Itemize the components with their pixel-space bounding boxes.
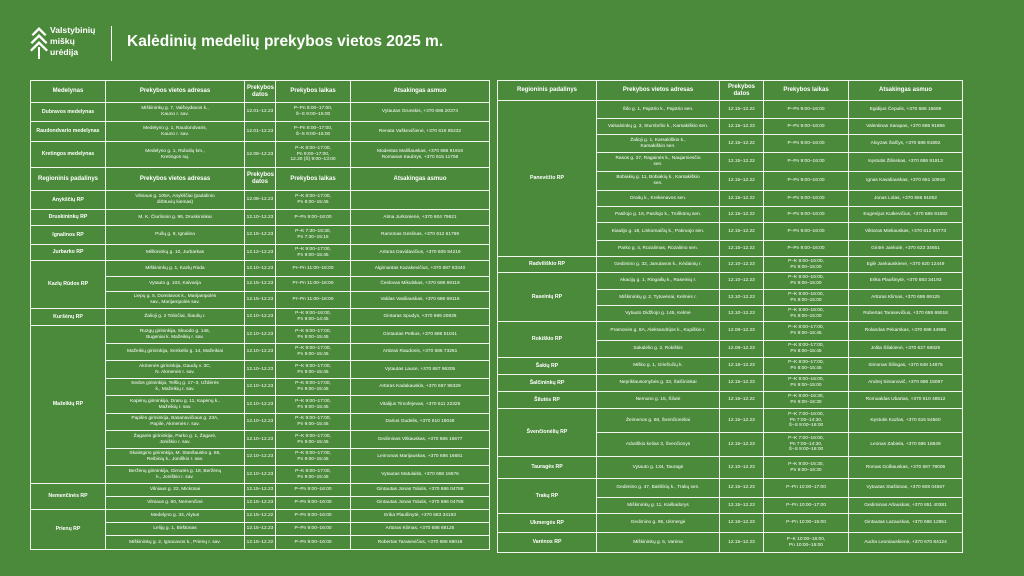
address-cell: Miškininkų g. 2, Tytuvėnai, Kelmės r. xyxy=(597,290,720,306)
hours-cell: P–K 7:00–16:00, Pn 7:00–14:30, Š–S 9:00–16:00 xyxy=(764,433,849,457)
contact-cell: Ignas Kavaliauskas, +370 651 10919 xyxy=(849,172,963,191)
address-cell: Pasilojo g. 16, Pasilojo k., Troškūnų sen. xyxy=(597,207,720,223)
column-header: Prekybos datos xyxy=(245,81,276,103)
contact-cell: Robertas Tarasevičius, +370 686 69018 xyxy=(849,306,963,322)
dates-cell: 12.10–12.23 xyxy=(245,431,276,449)
hours-cell: P–K 9:00–17:00, Pn 9:00–15:45 xyxy=(276,431,351,449)
unit-name-cell: Nemenčinės RP xyxy=(31,484,106,510)
contact-cell: Artūras Raudonis, +370 686 73261 xyxy=(351,344,490,361)
unit-name-cell: Ukmergės RP xyxy=(498,514,597,533)
hours-cell: P–K 9:00–17:00, Pn 9:00–15:45 xyxy=(276,379,351,396)
dates-cell: 12.10–12.23 xyxy=(245,309,276,326)
unit-name-cell: Druskininkų RP xyxy=(31,210,106,226)
contact-cell: Valdas Vasiliauskas, +370 686 69116 xyxy=(351,292,490,309)
contact-cell: Erika Plaušinytė, +370 683 34193 xyxy=(351,510,490,523)
address-cell: Mažeikių girininkija, Senkelio g. 14, Mažeikiai xyxy=(106,344,245,361)
logo-line: urėdija xyxy=(50,47,79,57)
contact-cell: Leimonas Marijauskas, +370 686 16681 xyxy=(351,449,490,466)
hours-cell: P–Pn 10:00–17:00 xyxy=(764,498,849,514)
address-cell: Vilniaus g. 22, Mickūnai xyxy=(106,484,245,497)
contact-cell: Andrej Simanovič, +370 686 15097 xyxy=(849,375,963,392)
address-cell: Akmenės girininkija, Gaudų v. 3C, N. Akmenės r. sav. xyxy=(106,361,245,379)
unit-name-cell: Šakių RP xyxy=(498,358,597,375)
hours-cell: P–K 9:00–16:00, Pn 9:00–14:45 xyxy=(276,309,351,326)
contact-cell: Eugenijus Kutkevičius, +370 686 91882 xyxy=(849,207,963,223)
dates-cell: 12.15–12.22 xyxy=(720,223,764,241)
hours-cell: P–Pn 9:00–16:00 xyxy=(764,191,849,207)
table-row xyxy=(498,257,963,273)
unit-name-cell: Jurbarko RP xyxy=(31,245,106,261)
hours-cell: P–K 9:00–17:00, Pn 9:00–15:45 xyxy=(276,344,351,361)
hours-cell: P–Pn 9:00–16:00 xyxy=(764,241,849,257)
address-cell: Miškininkų g. 7, Vaišvydavos k., Kauno r. sav. xyxy=(106,103,245,122)
column-header: Atsakingas asmuo xyxy=(351,81,490,103)
contact-cell: Jonas Lolas, +370 686 91852 xyxy=(849,191,963,207)
hours-cell: Pr–Pn 11:00–16:00 xyxy=(276,277,351,292)
contact-cell: Artūras Kadakauskis, +370 687 96329 xyxy=(351,379,490,396)
dates-cell: 12.15–12.23 xyxy=(720,433,764,457)
hours-cell: P–K 9:00–16:00, Pn 9:00–15:00 xyxy=(764,375,849,392)
address-cell: Gedimino g. 47, Balrilikių k., Trakų sen. xyxy=(597,479,720,498)
table-row xyxy=(31,510,490,523)
contact-cell: Česlovas Mikulskas, +370 686 69119 xyxy=(351,277,490,292)
unit-name-cell: Šilutės RP xyxy=(498,392,597,409)
address-cell: Miškininkų g. 10, Jurbarkas xyxy=(106,245,245,261)
table-row xyxy=(498,101,963,119)
header-divider xyxy=(111,26,112,61)
header-row xyxy=(498,81,963,101)
dates-cell: 12.10–12.23 xyxy=(245,361,276,379)
address-cell: Vytauto Didžiojo g. 145, Kelmė xyxy=(597,306,720,322)
contact-cell: Rolandas Pekarskas, +370 698 44985 xyxy=(849,322,963,341)
contact-cell: Gediminas Vitkauskas, +370 686 16677 xyxy=(351,431,490,449)
unit-name-cell: Varėnos RP xyxy=(498,533,597,553)
column-header: Regioninis padalinys xyxy=(31,168,106,191)
dates-cell: 12.10–12.23 xyxy=(245,344,276,361)
column-header: Prekybos datos xyxy=(720,81,764,101)
table-row xyxy=(498,514,963,533)
address-cell: Nepriklausomybės g. 33, Šalčininkai xyxy=(597,375,720,392)
dates-cell: 12.15–12.23 xyxy=(245,292,276,309)
column-header: Prekybos laikas xyxy=(276,168,351,191)
contact-cell: Vitalijus Timofejevas, +370 611 22325 xyxy=(351,396,490,414)
table-row xyxy=(498,479,963,498)
contact-cell: Vytautas Matulaitis, +370 686 16676 xyxy=(351,466,490,484)
dates-cell: 12.15–12.23 xyxy=(245,277,276,292)
contact-cell xyxy=(351,191,490,210)
contact-cell: Artūras Klimas, +370 686 69125 xyxy=(351,523,490,536)
dates-cell: 12.16–12.23 xyxy=(720,514,764,533)
address-cell: Vytauto g. 134, Tauragė xyxy=(597,457,720,479)
dates-cell: 12.12–12.23 xyxy=(245,245,276,261)
table-row xyxy=(498,392,963,409)
contact-cell: Renata Vaškevičienė, +370 616 85232 xyxy=(351,122,490,142)
table-row xyxy=(498,409,963,433)
hours-cell: P–K 9:00–16:00, Pn 9:00–15:00 xyxy=(764,273,849,290)
hours-cell: P–Pn 9:00–16:00 xyxy=(276,484,351,497)
dates-cell: 12.01–12.23 xyxy=(245,122,276,142)
column-header: Prekybos laikas xyxy=(276,81,351,103)
column-header: Prekybos vietos adresas xyxy=(106,81,245,103)
dates-cell: 12.15–12.23 xyxy=(245,484,276,497)
table-row xyxy=(31,245,490,261)
address-cell: Papilės girininkija, Basanavičiaus g. 23A, Papilė, Akmenės r. sav. xyxy=(106,414,245,431)
unit-name-cell: Ignalinos RP xyxy=(31,226,106,245)
table-row xyxy=(498,375,963,392)
unit-name-cell: Rokiškio RP xyxy=(498,322,597,358)
contact-cell: Vytautas Grunskis, +370 686 20374 xyxy=(351,103,490,122)
hours-cell: P–Pn 9:00–16:00 xyxy=(764,101,849,119)
dates-cell: 12.15–12.22 xyxy=(720,135,764,153)
unit-name-cell: Raseinių RP xyxy=(498,273,597,322)
contact-cell: Leonas Zabiela, +370 686 18849 xyxy=(849,433,963,457)
column-header: Atsakingas asmuo xyxy=(849,81,963,101)
contact-cell: Aloyzas Šalčys, +370 686 91892 xyxy=(849,135,963,153)
address-cell: Adutiškio kelias 3, Švenčionys xyxy=(597,433,720,457)
hours-cell: P–K 8:00–17:00, Pn 9:00–17:00, 12.20 (Š) 9:00–13:00 xyxy=(276,142,351,168)
dates-cell: 12.10–12.23 xyxy=(245,396,276,414)
hours-cell: P–K 9:00–17:00, Pn 9:00–15:45 xyxy=(276,361,351,379)
hours-cell: P–Pn 9:00–16:00 xyxy=(276,210,351,226)
hours-cell: P–Pn 9:00–16:00 xyxy=(764,207,849,223)
contact-cell: Gintautas Lazauskas, +370 686 12951 xyxy=(849,514,963,533)
hours-cell: P–K 7:30–16:30, Pn 7:30–15:15 xyxy=(276,226,351,245)
address-cell: Valsalninkų g. 3, Stumbrilio k., Karsakiškio sen. xyxy=(597,119,720,135)
contact-cell: Erika Plaušinytė, +370 683 34193 xyxy=(849,273,963,290)
table-row xyxy=(31,261,490,277)
hours-cell: P–Pn 9:00–16:00 xyxy=(764,223,849,241)
logo-line: miškų xyxy=(50,36,75,46)
column-header: Medelynas xyxy=(31,81,106,103)
address-cell: Bobiakių g. 11, Bobiakių k., Karsakiškio sen. xyxy=(597,172,720,191)
contact-cell: Gintautas Jonas Tolutis, +370 686 04788 xyxy=(351,484,490,497)
column-header: Prekybos vietos adresas xyxy=(597,81,720,101)
contact-cell: Gediminas Arlauskas, +370 651 40381 xyxy=(849,498,963,514)
dates-cell: 12.15–12.23 xyxy=(720,119,764,135)
address-cell: Vilniaus g. 60, Nemenčinė xyxy=(106,497,245,510)
dates-cell: 12.10–12.23 xyxy=(720,457,764,479)
unit-name-cell: Raudondvario medelynas xyxy=(31,122,106,142)
dates-cell: 12.10–12.23 xyxy=(245,379,276,396)
table-row xyxy=(31,226,490,245)
table-row xyxy=(31,326,490,344)
contact-cell: Simonas Šilingas, +370 648 14875 xyxy=(849,358,963,375)
contact-cell: Artūras Davidavičius, +370 605 94219 xyxy=(351,245,490,261)
hours-cell: Pr–Pn 11:00–16:00 xyxy=(276,261,351,277)
table-row xyxy=(31,309,490,326)
dates-cell: 12.10–12.23 xyxy=(720,306,764,322)
unit-name-cell: Prienų RP xyxy=(31,510,106,550)
address-cell: Gedimino g. 32, Janutavos k., Kėdainių r. xyxy=(597,257,720,273)
left-schedule-table xyxy=(30,80,490,550)
hours-cell: P–K 9:00–16:00, Pn 9:00–15:00 xyxy=(764,306,849,322)
address-cell: Žagarės girininkija, Parko g. 1, Žagarė, Joniškio r. sav. xyxy=(106,431,245,449)
column-header: Prekybos laikas xyxy=(764,81,849,101)
dates-cell: 12.15–12.22 xyxy=(720,153,764,172)
contact-cell: Modestas Mališauskas, +370 686 91916 Romanas Kaubrys, +370 615 11756 xyxy=(351,142,490,168)
dates-cell: 12.15–12.22 xyxy=(245,536,276,550)
page-title: Kalėdinių medelių prekybos vietos 2025 m. xyxy=(127,33,444,50)
address-cell: Pušų g. 9, Ignalina xyxy=(106,226,245,245)
dates-cell: 12.10–12.23 xyxy=(720,257,764,273)
dates-cell: 12.15–12.22 xyxy=(720,241,764,257)
address-cell: Miškininkų g. 11, Kaišiadorys xyxy=(597,498,720,514)
hours-cell: P–Pn 10:00–17:00 xyxy=(764,479,849,498)
dates-cell: 12.15–12.22 xyxy=(720,101,764,119)
dates-cell: 12.15–12.22 xyxy=(720,172,764,191)
hours-cell: Pr–Pn 11:00–16:00 xyxy=(276,292,351,309)
column-header: Atsakingas asmuo xyxy=(351,168,490,191)
fir-tree-icon xyxy=(30,26,48,60)
table-row xyxy=(31,142,490,168)
hours-cell: P–Pn 9:00–16:00 xyxy=(276,523,351,536)
unit-name-cell: Dubravos medelynas xyxy=(31,103,106,122)
hours-cell: P–K 9:00–17:00, Pn 9:00–15:45 xyxy=(276,449,351,466)
hours-cell: P–K 9:00–17:00, Pn 9:00–15:45 xyxy=(276,396,351,414)
dates-cell: 12.08–12.23 xyxy=(245,191,276,210)
table-row xyxy=(498,457,963,479)
unit-name-cell: Šalčininkų RP xyxy=(498,375,597,392)
address-cell: Akacijų g. 1, Ringailių k., Raseinių r. xyxy=(597,273,720,290)
contact-cell: Vytautas Stašiūnas, +370 608 04567 xyxy=(849,479,963,498)
address-cell: Žalioji g. 1, Karsakiškio k., Karsakiškio sen. xyxy=(597,135,720,153)
address-cell: Medelyno g. 33, Alytus xyxy=(106,510,245,523)
table-row xyxy=(498,358,963,375)
contact-cell: Kęstutis Kazlas, +370 615 54560 xyxy=(849,409,963,433)
table-row xyxy=(31,484,490,497)
contact-cell: Viktoras Mieliauskas, +370 612 94773 xyxy=(849,223,963,241)
unit-name-cell: Anykščių RP xyxy=(31,191,106,210)
address-cell: Miškininkų g. 1, Kazlų Rūda xyxy=(106,261,245,277)
contact-cell: Artūras Klimas, +370 686 69125 xyxy=(849,290,963,306)
contact-cell: Vytautas Lauce, +370 687 96305 xyxy=(351,361,490,379)
dates-cell: 12.15–12.23 xyxy=(245,523,276,536)
address-cell: Parko g. 4, Rozalimas, Rozalimo sen. xyxy=(597,241,720,257)
address-cell: Oraitų k., Krekenavos sen. xyxy=(597,191,720,207)
table-row xyxy=(31,122,490,142)
contact-cell: Valentinas Sarapas, +370 686 91856 xyxy=(849,119,963,135)
hours-cell: P–Pn 9:00–16:00 xyxy=(764,153,849,172)
logo-wordmark xyxy=(50,25,95,58)
dates-cell: 12.08–12.23 xyxy=(245,142,276,168)
address-cell: M. K. Čiurlionio g. 96, Druskininkai xyxy=(106,210,245,226)
hours-cell: P–Pn 9:00–16:00 xyxy=(276,510,351,523)
column-header: Prekybos datos xyxy=(245,168,276,191)
dates-cell: 12.10–12.23 xyxy=(720,273,764,290)
hours-cell: P–K 8:00–17:00, Pn 8:00–15:45 xyxy=(764,358,849,375)
table-row xyxy=(31,103,490,122)
contact-cell: Algimantas Kazakevičius, +370 687 83340 xyxy=(351,261,490,277)
hours-cell: P–K 9:00–17:00, Pn 9:00–15:45 xyxy=(276,414,351,431)
table-row xyxy=(498,273,963,290)
hours-cell: P–Pn 8:00–17:00, Š–S 9:00–15:00 xyxy=(276,103,351,122)
unit-name-cell: Švenčionėlių RP xyxy=(498,409,597,457)
hours-cell: P–K 10:00–16:00, Pn 10:00–15:00 xyxy=(764,533,849,553)
contact-cell: Ramūnas Geslinas, +370 612 61799 xyxy=(351,226,490,245)
hours-cell: P–Pn 9:00–16:00 xyxy=(276,497,351,510)
hours-cell: P–K 9:00–17:00, Pn 9:00–15:45 xyxy=(276,245,351,261)
dates-cell: 12.15–12.22 xyxy=(245,510,276,523)
dates-cell: 12.01–12.23 xyxy=(245,103,276,122)
hours-cell: P–Pn 9:00–16:00 xyxy=(764,135,849,153)
dates-cell: 12.15–12.23 xyxy=(720,409,764,433)
dates-cell: 12.10–12.23 xyxy=(245,414,276,431)
hours-cell: P–K 9:00–16:30, Pn 9:00–16:30 xyxy=(764,457,849,479)
table-row xyxy=(498,322,963,341)
address-cell: Nemuno g. 15, Šilutė xyxy=(597,392,720,409)
hours-cell: P–K 8:00–17:00, Pn 8:00–15:45 xyxy=(276,191,351,210)
contact-cell: Audra Leoniauskienė, +370 670 84124 xyxy=(849,533,963,553)
address-cell: Miško g. 1, Griežučių k. xyxy=(597,358,720,375)
brand-logo xyxy=(30,25,106,62)
contact-cell: Romas Golbauskas, +370 687 78006 xyxy=(849,457,963,479)
table-row xyxy=(31,210,490,226)
unit-name-cell: Kuršėnų RP xyxy=(31,309,106,326)
dates-cell: 12.10–12.23 xyxy=(245,210,276,226)
dates-cell: 12.10–12.23 xyxy=(245,261,276,277)
dates-cell: 12.10–12.23 xyxy=(245,466,276,484)
address-cell: Skaistgirio girininkija, M. Stanšausko g. 65, Reibinių k., Joniškio r. sav. xyxy=(106,449,245,466)
address-cell: Šilo g. 1, Pajotrio k., Pajotrio sen. xyxy=(597,101,720,119)
dates-cell: 12.16–12.22 xyxy=(720,392,764,409)
contact-cell: Gintrė Jankutė, +370 623 34651 xyxy=(849,241,963,257)
header-row xyxy=(31,81,490,103)
address-cell: Liepų g. 5, Domitavos k., Marijampolės sav., Marijampolės sav. xyxy=(106,292,245,309)
contact-cell: Egidijus Čepulis, +370 686 16669 xyxy=(849,101,963,119)
unit-name-cell: Kazlų Rūdos RP xyxy=(31,261,106,309)
contact-cell: Jolita Šilakienė, +370 627 68825 xyxy=(849,341,963,358)
address-cell: Rasos g. 27, Ragainės k., Naujamiesčio sen. xyxy=(597,153,720,172)
contact-cell: Gintautas Jonas Tolutis, +370 686 04788 xyxy=(351,497,490,510)
address-cell: Sakalėlio g. 2, Rokiškis xyxy=(597,341,720,358)
hours-cell: P–Pn 8:00–17:00, Š–S 9:00–15:00 xyxy=(276,122,351,142)
address-cell: Žeimenos g. 68, Švenčionėliai xyxy=(597,409,720,433)
contact-cell: Romualdas Ubartas, +370 610 48512 xyxy=(849,392,963,409)
hours-cell: P–Pn 9:00–16:00 xyxy=(276,536,351,550)
address-cell: Vilniaus g. 105A, Anykščiai (padalinio dirbtuvių kiemas) xyxy=(106,191,245,210)
address-cell: Miškininkų g. 5, Varėna xyxy=(597,533,720,553)
dates-cell: 12.15–12.23 xyxy=(245,497,276,510)
column-header: Prekybos vietos adresas xyxy=(106,168,245,191)
hours-cell: P–K 7:00–16:00, Pn 7:00–14:30, Š–S 9:00–16:00 xyxy=(764,409,849,433)
hours-cell: P–K 9:00–17:00, Pn 9:00–15:45 xyxy=(276,326,351,344)
unit-name-cell: Panevėžio RP xyxy=(498,101,597,257)
column-header: Regioninis padalinys xyxy=(498,81,597,101)
contact-cell: Alma Jurkonienė, +370 604 79621 xyxy=(351,210,490,226)
address-cell: Gedimino g. 95, Ukmergė xyxy=(597,514,720,533)
address-cell: Žalioji g. 2 Toliočiai, Šiaulių r. xyxy=(106,309,245,326)
address-cell: Sedos girininkija, Telšių g. 17–3, Uždėrės k., Mažeikių r. sav. xyxy=(106,379,245,396)
address-cell: Miškininkų g. 2, Ignacavos k., Prienų r. sav. xyxy=(106,536,245,550)
dates-cell: 12.10–12.23 xyxy=(720,290,764,306)
address-cell: Vytauto g. 103, Kalvarija xyxy=(106,277,245,292)
hours-cell: P–K 9:00–16:00, Pn 9:00–15:00 xyxy=(764,290,849,306)
dates-cell: 12.15–12.23 xyxy=(720,375,764,392)
unit-name-cell: Trakų RP xyxy=(498,479,597,514)
address-cell: Medelyno g. 1, Rubulių km., Kretingos raj. xyxy=(106,142,245,168)
right-schedule-table xyxy=(497,80,963,553)
logo-line: Valstybinių xyxy=(50,25,96,35)
hours-cell: P–K 8:00–17:00, Pn 8:00–15:45 xyxy=(764,341,849,358)
hours-cell: P–K 8:00–17:00, Pn 8:00–15:45 xyxy=(764,322,849,341)
dates-cell: 12.15–12.23 xyxy=(720,498,764,514)
hours-cell: P–K 9:00–16:30, Pn 9:00–16:30 xyxy=(764,392,849,409)
contact-cell: Gintautas Petkus, +370 686 51041 xyxy=(351,326,490,344)
dates-cell: 12.15–12.22 xyxy=(720,207,764,223)
table-row xyxy=(498,533,963,553)
hours-cell: P–Pn 10:00–15:00 xyxy=(764,514,849,533)
unit-name-cell: Kretingos medelynas xyxy=(31,142,106,168)
dates-cell: 12.18–12.23 xyxy=(720,358,764,375)
unit-name-cell: Radviliškio RP xyxy=(498,257,597,273)
contact-cell: Darius Gudelis, +370 610 18048 xyxy=(351,414,490,431)
dates-cell: 12.08–12.23 xyxy=(720,322,764,341)
address-cell: Medelyno g. 1, Raudondvaris, Kauno r. sav. xyxy=(106,122,245,142)
header-row xyxy=(31,168,490,191)
address-cell: Ruzgų girininkija, Skuodo g. 146, Bugeniai k. Mažeikių r. sav. xyxy=(106,326,245,344)
dates-cell: 12.15–12.23 xyxy=(245,226,276,245)
address-cell: Beržėnų girininkija, Girnutės g. 18, Beržėnų k., Joniškio r. sav. xyxy=(106,466,245,484)
dates-cell: 12.15–12.23 xyxy=(720,479,764,498)
address-cell: Pramonės g. 8A, Aleksandrijos k., Kupiškio r. xyxy=(597,322,720,341)
dates-cell: 12.10–12.23 xyxy=(245,449,276,466)
address-cell: Kiaulijo g. 18, Linkomaičių k., Pakruojo sen. xyxy=(597,223,720,241)
hours-cell: P–Pn 9:00–16:00 xyxy=(764,119,849,135)
hours-cell: P–Pn 9:00–16:00 xyxy=(764,172,849,191)
dates-cell: 12.10–12.23 xyxy=(245,326,276,344)
contact-cell: Gintaras Spudys, +370 699 20836 xyxy=(351,309,490,326)
unit-name-cell: Tauragės RP xyxy=(498,457,597,479)
table-row xyxy=(31,191,490,210)
contact-cell: Kęstutis Žilinskas, +370 686 91913 xyxy=(849,153,963,172)
contact-cell: Eglė Jankauskienė, +370 620 12449 xyxy=(849,257,963,273)
address-cell: Kapėnų girininkija, Draru g. 11, Kapėnų k., Mažeikių r. sav. xyxy=(106,396,245,414)
dates-cell: 12.08–12.23 xyxy=(720,341,764,358)
unit-name-cell: Mažeikių RP xyxy=(31,326,106,484)
contact-cell: Robertas Tarasevičius, +370 686 69018 xyxy=(351,536,490,550)
hours-cell: P–K 9:00–17:00, Pn 9:00–15:45 xyxy=(276,466,351,484)
hours-cell: P–K 9:00–16:00, Pn 9:00–15:00 xyxy=(764,257,849,273)
address-cell: Lelijų g. 1, Birštonas xyxy=(106,523,245,536)
dates-cell: 12.15–12.22 xyxy=(720,191,764,207)
dates-cell: 12.15–12.23 xyxy=(720,533,764,553)
